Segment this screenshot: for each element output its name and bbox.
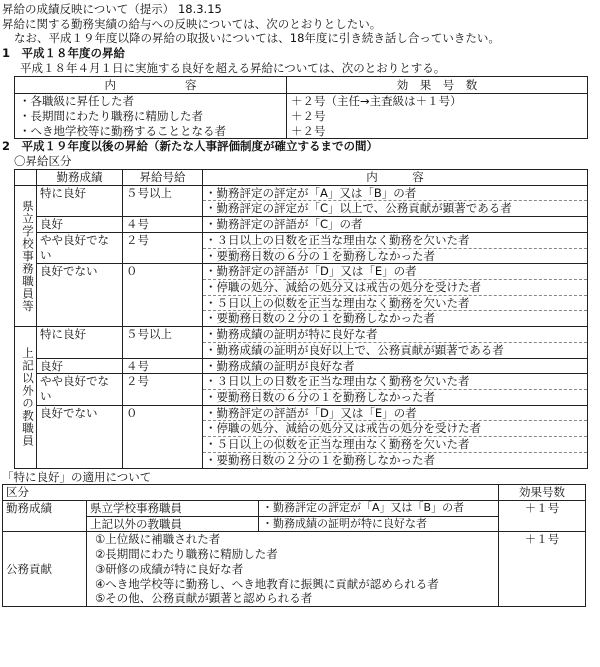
group1-item-2-0: ・３日以上の日数を正当な理由なく勤務を欠いた者 bbox=[203, 233, 587, 249]
section3-col-kubun: 区分 bbox=[3, 485, 499, 501]
koumu-effect: ＋１号 bbox=[499, 532, 586, 607]
group1-item-1-0: ・勤務評定の評語が「C」の者 bbox=[205, 217, 363, 232]
section1-content-1: ・長期間にわたり職務に精励した者 bbox=[19, 109, 203, 124]
group2-label: 上記以外の教職員 bbox=[15, 327, 37, 468]
document-title: 昇給の成績反映について（提示） bbox=[2, 2, 175, 16]
section2-col-seiseki: 勤務成績 bbox=[37, 169, 123, 185]
group2-grade-1: 良好 bbox=[37, 358, 123, 374]
group2-grade-0: 特に良好 bbox=[37, 327, 123, 358]
group2-grade-3: 良好でない bbox=[37, 405, 123, 468]
section3-header-row bbox=[3, 485, 586, 501]
section3-table bbox=[2, 484, 586, 607]
section2-table bbox=[14, 169, 588, 469]
group1-item-3-2: ・５日以上の似数を正当な理由なく勤務を欠いた者 bbox=[203, 296, 587, 312]
koumu-item-2: ③研修の成績が特に良好な者 bbox=[95, 561, 244, 576]
table-row bbox=[15, 374, 588, 405]
kinmu-effect: ＋１号 bbox=[499, 501, 586, 532]
group2-item-3-0: ・勤務評定の評語が「D」又は「E」の者 bbox=[203, 406, 587, 422]
table-row bbox=[15, 264, 588, 327]
table-row bbox=[3, 501, 586, 517]
section1-heading: 1 平成１８年度の昇給 bbox=[2, 46, 126, 61]
group1-item-3-0: ・勤務評定の評語が「D」又は「E」の者 bbox=[203, 264, 587, 280]
section3-heading: 「特に良好」の適用について bbox=[2, 469, 152, 484]
table-row bbox=[3, 532, 586, 607]
group2-step-1: ４号 bbox=[123, 358, 203, 374]
table-row bbox=[15, 232, 588, 263]
kinmu-who-1: 上記以外の教職員 bbox=[87, 516, 259, 532]
intro-line-1: 昇給に関する勤務実績の給与への反映については、次のとおりとしたい。 bbox=[2, 16, 382, 31]
group1-item-3-3: ・要勤務日数の２分の１を勤務しなかった者 bbox=[205, 311, 435, 326]
table-row bbox=[15, 217, 588, 233]
group2-step-2: ２号 bbox=[123, 374, 203, 405]
group1-item-3-1: ・停職の処分、減給の処分又は戒告の処分を受けた者 bbox=[203, 280, 587, 296]
section1-effect-0: ＋２号（主任→主査級は＋１号） bbox=[291, 94, 462, 109]
group1-item-0-0: ・勤務評定の評定が「A」又は「B」の者 bbox=[203, 186, 587, 202]
kinmu-who-0: 県立学校事務職員 bbox=[87, 501, 259, 517]
kinmu-cond-0: ・勤務評定の評定が「A」又は「B」の者 bbox=[259, 501, 499, 517]
section2-col-naiyou: 内 容 bbox=[203, 169, 588, 185]
group2-item-3-2: ・５日以上の似数を正当な理由なく勤務を欠いた者 bbox=[203, 437, 587, 453]
group2-item-0-1: ・勤務成績の証明が良好以上で、公務貢献が顕著である者 bbox=[205, 342, 504, 357]
group2-step-3: ０ bbox=[123, 405, 203, 468]
section1-content-0: ・各職級に昇任した者 bbox=[19, 94, 134, 109]
section1-col-content: 内 容 bbox=[15, 76, 287, 94]
table-row bbox=[15, 358, 588, 374]
group1-step-1: ４号 bbox=[123, 217, 203, 233]
section1-table bbox=[14, 76, 588, 140]
group1-grade-0: 特に良好 bbox=[37, 185, 123, 216]
koumu-item-3: ④へき地学校等に勤務し、へき地教育に振興に貢献が認められる者 bbox=[95, 576, 439, 591]
kinmu-cond-1: ・勤務成績の証明が特に良好な者 bbox=[259, 516, 499, 532]
koumu-item-4: ⑤その他、公務貢献が顕著と認められる者 bbox=[95, 591, 313, 606]
section2-col-gosu: 昇給号給 bbox=[123, 169, 203, 185]
section1-header-row bbox=[15, 76, 588, 94]
group2-item-1-0: ・勤務成績の証明が良好な者 bbox=[205, 358, 355, 373]
group1-grade-3: 良好でない bbox=[37, 264, 123, 327]
koumu-label: 公務貢献 bbox=[3, 532, 87, 607]
section1-effect-1: ＋２号 bbox=[291, 109, 326, 124]
group1-grade-1: 良好 bbox=[37, 217, 123, 233]
group2-item-2-0: ・３日以上の日数を正当な理由なく勤務を欠いた者 bbox=[203, 374, 587, 390]
group1-step-2: ２号 bbox=[123, 232, 203, 263]
group2-item-2-1: ・要勤務日数の６分の１を勤務しなかった者 bbox=[205, 389, 435, 404]
group2-step-0: ５号以上 bbox=[123, 327, 203, 358]
koumu-item-0: ①上位級に補職された者 bbox=[95, 532, 221, 547]
table-row bbox=[3, 516, 586, 532]
kinmu-label: 勤務成績 bbox=[3, 501, 87, 532]
section1-lead: 平成１８年４月１日に実施する良好を超える昇給については、次のとおりとする。 bbox=[20, 60, 446, 75]
table-row bbox=[15, 327, 588, 358]
section2-corner bbox=[15, 169, 37, 185]
document-page bbox=[2, 2, 598, 607]
group1-item-0-1: ・勤務評定の評定が「C」以上で、公務貢献が顕著である者 bbox=[205, 201, 512, 216]
section1-content-2: ・へき地学校等に勤務することとなる者 bbox=[19, 123, 226, 138]
document-date: 18.3.15 bbox=[177, 2, 222, 16]
koumu-item-1: ②長期間にわたり職務に精励した者 bbox=[95, 547, 278, 562]
intro-line-2: なお、平成１９年度以降の昇給の取扱いについては、18年度に引き続き話し合っていきたい。 bbox=[14, 31, 500, 46]
group1-item-2-1: ・要勤務日数の６分の１を勤務しなかった者 bbox=[205, 248, 435, 263]
document-title-line bbox=[2, 2, 598, 17]
section2-heading: 2 平成１９年度以後の昇給（新たな人事評価制度が確立するまでの間） bbox=[2, 139, 378, 154]
section3-col-effect: 効果号数 bbox=[499, 485, 586, 501]
table-row bbox=[15, 185, 588, 216]
section2-sub: 〇昇給区分 bbox=[14, 154, 72, 169]
group1-step-0: ５号以上 bbox=[123, 185, 203, 216]
group2-item-3-3: ・要勤務日数の２分の１を勤務しなかった者 bbox=[205, 452, 435, 467]
group2-item-0-0: ・勤務成績の証明が特に良好な者 bbox=[203, 327, 587, 343]
group1-grade-2: やや良好でない bbox=[37, 232, 123, 263]
group2-item-3-1: ・停職の処分、減給の処分又は戒告の処分を受けた者 bbox=[203, 421, 587, 437]
section2-header-row bbox=[15, 169, 588, 185]
group2-grade-2: やや良好でない bbox=[37, 374, 123, 405]
group1-step-3: ０ bbox=[123, 264, 203, 327]
group1-label: 県立学校事務職員等 bbox=[15, 185, 37, 326]
table-row bbox=[15, 405, 588, 468]
section1-col-effect: 効 果 号 数 bbox=[287, 76, 588, 94]
section1-effect-2: ＋２号 bbox=[291, 123, 326, 138]
table-row bbox=[15, 94, 588, 139]
